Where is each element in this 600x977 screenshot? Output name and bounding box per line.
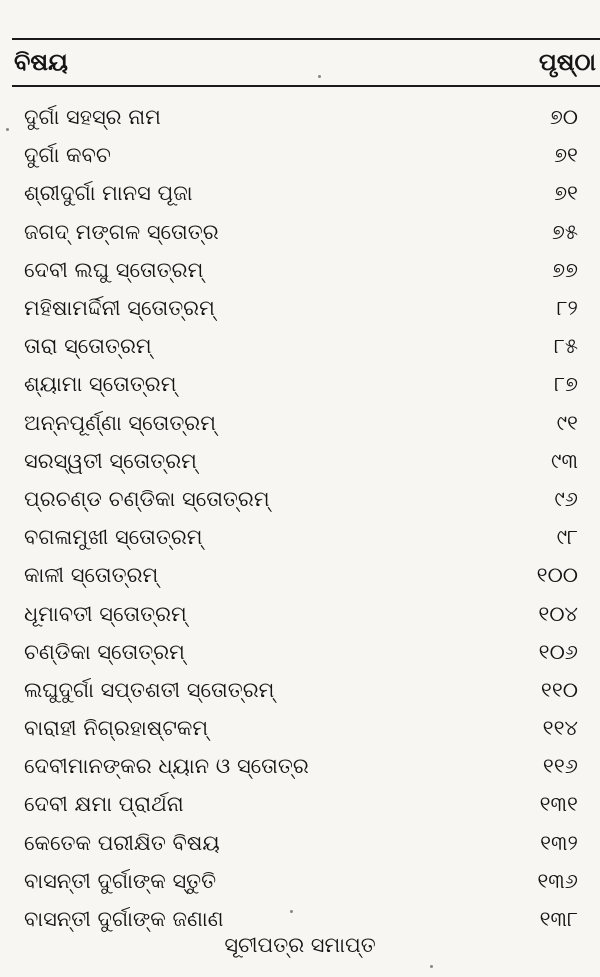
paper-speck bbox=[290, 910, 293, 913]
toc-entry bbox=[24, 404, 578, 442]
toc-entry bbox=[24, 480, 578, 518]
entry-page-number: ୯୮ bbox=[556, 525, 578, 550]
entry-page-number: ୧୧୦ bbox=[540, 677, 578, 702]
toc-list bbox=[24, 98, 578, 938]
entry-page-number: ୭୧ bbox=[554, 143, 578, 168]
entry-page-number: ୯୩ bbox=[551, 448, 578, 473]
entry-title: ଜଗଦ୍ ମଙ୍ଗଳ ସ୍ତୋତ୍ର bbox=[24, 219, 219, 244]
entry-page-number: ୯୬ bbox=[554, 486, 578, 511]
subject-header: ବିଷୟ bbox=[14, 48, 68, 76]
header-rule bbox=[12, 85, 600, 87]
toc-entry bbox=[24, 174, 578, 212]
entry-page-number: ୭୧ bbox=[554, 181, 578, 206]
entry-title: ଦେବୀ ଲଘୁ ସ୍ତୋତ୍ରମ୍ bbox=[24, 257, 204, 282]
entry-page-number: ୧୦୪ bbox=[538, 601, 578, 626]
toc-entry bbox=[24, 785, 578, 823]
entry-title: ଶ୍ୟାମା ସ୍ତୋତ୍ରମ୍ bbox=[24, 372, 177, 397]
top-rule bbox=[12, 38, 600, 40]
entry-title: ଲଘୁଦୁର୍ଗା ସପ୍ତଶତୀ ସ୍ତୋତ୍ରମ୍ bbox=[24, 677, 275, 702]
toc-entry bbox=[24, 518, 578, 556]
toc-entry bbox=[24, 251, 578, 289]
entry-page-number: ୭୫ bbox=[552, 219, 578, 244]
entry-title: ବାସନ୍ତୀ ଦୁର୍ଗାଙ୍କ ସ୍ତୁତି bbox=[24, 868, 217, 893]
entry-title: କାଳୀ ସ୍ତୋତ୍ରମ୍ bbox=[24, 563, 159, 588]
toc-entry bbox=[24, 671, 578, 709]
entry-page-number: ୧୦୦ bbox=[536, 563, 578, 588]
paper-speck bbox=[430, 965, 433, 968]
entry-page-number: ୮୭ bbox=[554, 372, 578, 397]
entry-page-number: ୧୩୧ bbox=[539, 792, 578, 817]
toc-entry bbox=[24, 747, 578, 785]
entry-title: ସରସ୍ୱତୀ ସ୍ତୋତ୍ରମ୍ bbox=[24, 448, 197, 473]
entry-page-number: ୧୩୨ bbox=[540, 830, 578, 855]
toc-entry bbox=[24, 862, 578, 900]
entry-title: ଦୁର୍ଗା କବଚ bbox=[24, 143, 111, 168]
entry-page-number: ୮୫ bbox=[553, 334, 578, 359]
toc-entry bbox=[24, 213, 578, 251]
entry-title: ଦେବୀମାନଙ୍କର ଧ୍ୟାନ ଓ ସ୍ତୋତ୍ର bbox=[24, 754, 309, 779]
page-header: ପୃଷ୍ଠା bbox=[538, 48, 596, 76]
entry-page-number: ୧୩୮ bbox=[539, 907, 578, 932]
toc-entry bbox=[24, 709, 578, 747]
toc-entry bbox=[24, 442, 578, 480]
toc-entry bbox=[24, 98, 578, 136]
entry-title: ଶ୍ରୀଦୁର୍ଗା ମାନସ ପୂଜା bbox=[24, 181, 193, 206]
entry-title: ମହିଷାମର୍ଦ୍ଦିନୀ ସ୍ତୋତ୍ରମ୍ bbox=[24, 296, 215, 321]
entry-title: ବାରାହୀ ନିଗ୍ରହାଷ୍ଟକମ୍ bbox=[24, 716, 209, 741]
toc-entry bbox=[24, 327, 578, 365]
entry-title: ଦେବୀ କ୍ଷମା ପ୍ରାର୍ଥନା bbox=[24, 792, 184, 817]
toc-entry bbox=[24, 594, 578, 632]
entry-page-number: ୧୩୬ bbox=[537, 868, 578, 893]
entry-title: ବଗଳାମୁଖୀ ସ୍ତୋତ୍ରମ୍ bbox=[24, 525, 203, 550]
toc-entry bbox=[24, 556, 578, 594]
entry-page-number: ୧୦୬ bbox=[538, 639, 578, 664]
entry-title: ଚଣ୍ଡିକା ସ୍ତୋତ୍ରମ୍ bbox=[24, 639, 185, 664]
entry-page-number: ୭୭ bbox=[552, 257, 578, 282]
entry-page-number: ୮୨ bbox=[556, 296, 578, 321]
entry-title: ବାସନ୍ତୀ ଦୁର୍ଗାଙ୍କ ଜଣାଣ bbox=[24, 907, 224, 932]
entry-title: ଅନ୍ନପୂର୍ଣ୍ଣା ସ୍ତୋତ୍ରମ୍ bbox=[24, 410, 216, 435]
entry-page-number: ୧୧୬ bbox=[542, 754, 578, 779]
entry-page-number: ୧୧୪ bbox=[542, 716, 578, 741]
toc-entry bbox=[24, 365, 578, 403]
paper-speck bbox=[318, 75, 321, 78]
entry-title: ପ୍ରଚଣ୍ଡ ଚଣ୍ଡିକା ସ୍ତୋତ୍ରମ୍ bbox=[24, 486, 270, 511]
toc-entry bbox=[24, 824, 578, 862]
entry-title: ତାରା ସ୍ତୋତ୍ରମ୍ bbox=[24, 334, 152, 359]
entry-title: କେତେକ ପରୀକ୍ଷିତ ବିଷୟ bbox=[24, 830, 220, 855]
toc-entry bbox=[24, 136, 578, 174]
entry-title: ଦୁର୍ଗା ସହସ୍ର ନାମ bbox=[24, 105, 161, 130]
entry-page-number: ୭୦ bbox=[549, 105, 578, 130]
toc-entry bbox=[24, 633, 578, 671]
end-of-contents-note: ସୂଚୀପତ୍ର ସମାପ୍ତ bbox=[224, 933, 376, 957]
entry-page-number: ୯୧ bbox=[556, 410, 578, 435]
toc-entry bbox=[24, 289, 578, 327]
paper-speck bbox=[6, 128, 9, 131]
entry-title: ଧୂମାବତୀ ସ୍ତୋତ୍ରମ୍ bbox=[24, 601, 187, 626]
